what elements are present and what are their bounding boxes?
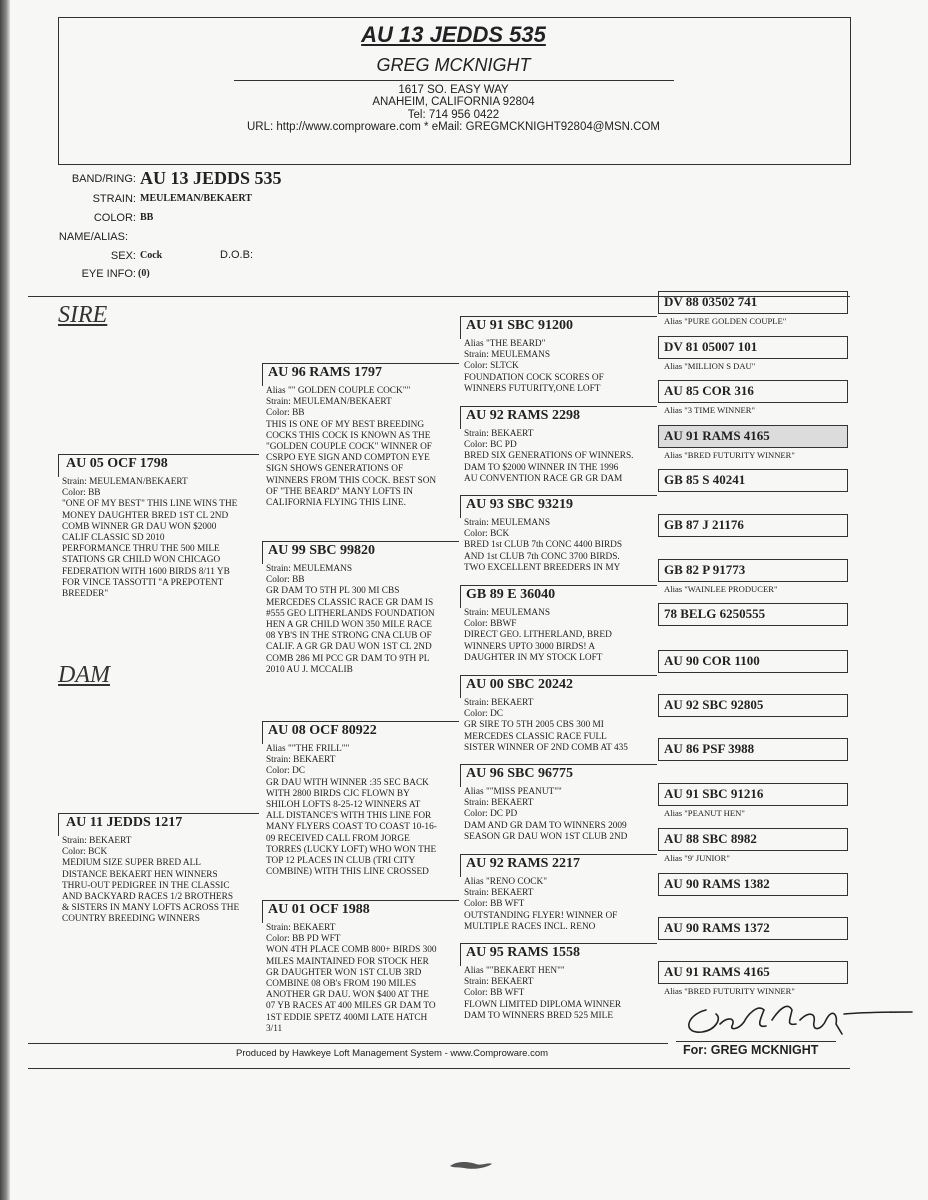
gen3-detail-line: OUTSTANDING FLYER! WINNER OF xyxy=(464,910,618,921)
gen2-detail-line: COCKS THIS COCK IS KNOWN AS THE xyxy=(266,430,431,441)
gen2-detail-line: Alias "" GOLDEN COUPLE COCK"" xyxy=(266,386,411,396)
scan-smudge xyxy=(448,1158,494,1172)
gen3-detail-line: Color: DC PD xyxy=(464,809,518,820)
eye-info-value: (0) xyxy=(138,268,150,279)
gen2-detail-line: CALIF. A GR GR DAU WON 1ST CL 2ND xyxy=(266,642,432,653)
sire-detail-line: PERFORMANCE THRU THE 500 MILE xyxy=(62,544,220,555)
gen2-detail-line: THIS IS ONE OF MY BEST BREEDING xyxy=(266,419,425,430)
sire-detail-line: BREEDER" xyxy=(62,589,109,600)
gen3-detail-line: Strain: MEULEMANS xyxy=(464,518,550,528)
gen4-band-12: AU 91 SBC 91216 xyxy=(664,786,764,801)
gen4-alias-13: Alias "9' JUNIOR" xyxy=(664,853,730,863)
gen4-band-3: AU 85 COR 316 xyxy=(664,383,754,398)
gen4-band-5: GB 85 S 40241 xyxy=(664,472,746,487)
sex-value: Cock xyxy=(140,250,163,261)
gen2-detail-line: WON 4TH PLACE COMB 800+ BIRDS 300 xyxy=(266,945,437,956)
gen3-detail-line: DAUGHTER IN MY STOCK LOFT xyxy=(464,652,603,663)
dam-detail-line: THRU-OUT PEDIGREE IN THE CLASSIC xyxy=(62,880,230,891)
gen2-detail-line: SHILOH LOFTS 8-25-12 WINNERS AT xyxy=(266,800,421,811)
gen3-details-7 xyxy=(464,877,658,933)
gen3-band-7: AU 92 RAMS 2217 xyxy=(466,856,580,871)
gen3-band-6: AU 96 SBC 96775 xyxy=(466,766,573,781)
gen2-detail-line: Strain: BEKAERT xyxy=(266,755,336,766)
gen2-detail-line: OF "THE BEARD" MANY LOFTS IN xyxy=(266,486,413,497)
gen3-detail-line: Alias "RENO COCK" xyxy=(464,877,548,887)
gen2-detail-line: MANY FLYERS COAST TO COAST 10-16- xyxy=(266,822,437,833)
gen2-details-4 xyxy=(266,923,462,1035)
gen3-band-2: AU 92 RAMS 2298 xyxy=(466,408,580,423)
strain-label: STRAIN: xyxy=(92,193,136,205)
dam-detail-line: Color: BCK xyxy=(62,847,108,858)
gen4-band-4: AU 91 RAMS 4165 xyxy=(664,428,770,443)
gen2-band-4: AU 01 OCF 1988 xyxy=(268,902,370,917)
header-rule xyxy=(234,80,674,81)
gen3-detail-line: BRED 1st CLUB 7th CONC 4400 BIRDS xyxy=(464,540,623,551)
gen4-band-14: AU 90 RAMS 1382 xyxy=(664,876,770,891)
sire-detail-line: Strain: MEULEMAN/BEKAERT xyxy=(62,477,188,487)
header-address-line1: 1617 SO. EASY WAY xyxy=(398,84,509,96)
sire-band: AU 05 OCF 1798 xyxy=(66,456,168,471)
gen2-detail-line: HEN A GR CHILD WON 350 MILE RACE xyxy=(266,620,432,631)
gen2-detail-line: TORRES (LUCKY LOFT) WHO WON THE xyxy=(266,844,437,855)
gen2-detail-line: ANOTHER GR DAU. WON $400 AT THE xyxy=(266,990,429,1001)
gen2-detail-line: Color: BB xyxy=(266,408,305,419)
gen3-band-3: AU 93 SBC 93219 xyxy=(466,497,573,512)
footer-produced-by: Produced by Hawkeye Loft Management System - www.Comproware.com xyxy=(236,1048,549,1059)
gen3-details-5 xyxy=(464,698,658,754)
gen3-detail-line: Alias ""BEKAERT HEN"" xyxy=(464,966,565,976)
sire-detail-line: CALIF CLASSIC SD 2010 xyxy=(62,533,165,544)
gen2-detail-line: Color: BB xyxy=(266,575,305,586)
gen4-band-15: AU 90 RAMS 1372 xyxy=(664,920,770,935)
gen3-detail-line: Strain: MEULEMANS xyxy=(464,608,550,618)
dam-detail-line: & SISTERS IN MANY LOFTS ACROSS THE xyxy=(62,903,240,914)
scan-edge-shadow xyxy=(0,0,10,1200)
sire-detail-line: FEDERATION WITH 1600 BIRDS 8/11 YB xyxy=(62,566,230,577)
gen4-band-16: AU 91 RAMS 4165 xyxy=(664,964,770,979)
gen3-details-4 xyxy=(464,608,658,664)
dam-band: AU 11 JEDDS 1217 xyxy=(66,815,183,830)
band-value: AU 13 JEDDS 535 xyxy=(140,168,282,188)
gen2-band-1: AU 96 RAMS 1797 xyxy=(268,365,382,380)
gen3-detail-line: DIRECT GEO. LITHERLAND, BRED xyxy=(464,630,612,641)
gen3-detail-line: Color: BB WFT xyxy=(464,988,525,999)
footer-rule-left xyxy=(28,1043,668,1044)
gen2-detail-line: Color: BB PD WFT xyxy=(266,934,341,945)
gen2-detail-line: "GOLDEN COUPLE COCK" WINNER OF xyxy=(266,442,432,453)
gen4-alias-3: Alias "3 TIME WINNER" xyxy=(664,405,755,415)
dam-detail-line: MEDIUM SIZE SUPER BRED ALL xyxy=(62,858,201,869)
gen3-detail-line: FLOWN LIMITED DIPLOMA WINNER xyxy=(464,999,622,1010)
gen3-detail-line: Strain: BEKAERT xyxy=(464,698,534,708)
gen4-alias-7: Alias "WAINLEE PRODUCER" xyxy=(664,584,778,594)
signature-rule xyxy=(676,1041,836,1042)
gen4-band-8: 78 BELG 6250555 xyxy=(664,606,766,621)
gen3-detail-line: WINNERS UPTO 3000 BIRDS! A xyxy=(464,641,596,652)
gen2-detail-line: Color: DC xyxy=(266,766,305,777)
sire-detail-line: STATIONS GR CHILD WON CHICAGO xyxy=(62,555,221,566)
gen2-detail-line: GR DAUGHTER WON 1ST CLUB 3RD xyxy=(266,967,422,978)
header-phone: Tel: 714 956 0422 xyxy=(407,109,500,121)
gen2-detail-line: 2010 AU J. MCCALIB xyxy=(266,664,353,675)
gen2-details-1 xyxy=(266,386,462,509)
color-label: COLOR: xyxy=(93,212,136,224)
gen3-detail-line: FOUNDATION COCK SCORES OF xyxy=(464,372,604,383)
gen3-detail-line: Color: SLTCK xyxy=(464,361,519,372)
gen3-detail-line: Color: BC PD xyxy=(464,440,517,451)
gen3-details-3 xyxy=(464,518,658,574)
strain-value: MEULEMAN/BEKAERT xyxy=(140,193,252,204)
band-label: BAND/RING: xyxy=(71,173,136,185)
gen4-alias-12: Alias "PEANUT HEN" xyxy=(664,808,745,818)
gen3-details-6 xyxy=(464,787,658,843)
gen2-detail-line: WINNERS FROM THIS COCK. BEST SON xyxy=(266,475,437,486)
gen2-detail-line: TOP 12 PLACES IN CLUB (TRI CITY xyxy=(266,856,416,867)
dam-section-title: DAM xyxy=(58,662,110,688)
gen2-detail-line: Strain: BEKAERT xyxy=(266,923,336,933)
gen2-detail-line: 08 YB'S IN THE STRONG CNA CLUB OF xyxy=(266,631,432,642)
gen3-detail-line: Color: DC xyxy=(464,709,503,720)
header-web-email: URL: http://www.comproware.com * eMail: GREGMCKNIGHT92804@MSN.COM xyxy=(247,121,660,133)
sire-detail-line: COMB WINNER GR DAU WON $2000 xyxy=(62,521,217,532)
header-address-line2: ANAHEIM, CALIFORNIA 92804 xyxy=(372,96,535,108)
gen3-detail-line: DAM TO WINNERS BRED 525 MILE xyxy=(464,1010,614,1021)
gen3-detail-line: Alias "THE BEARD" xyxy=(464,339,546,349)
gen3-detail-line: TWO EXCELLENT BREEDERS IN MY xyxy=(464,562,621,573)
gen4-band-11: AU 86 PSF 3988 xyxy=(664,741,755,756)
gen3-detail-line: Color: BBWF xyxy=(464,619,517,630)
gen4-band-1: DV 88 03502 741 xyxy=(664,294,758,309)
gen4-band-13: AU 88 SBC 8982 xyxy=(664,831,757,846)
gen2-detail-line: CSRPO EYE SIGN AND COMPTON EYE xyxy=(266,453,430,464)
gen2-band-2: AU 99 SBC 99820 xyxy=(268,543,375,558)
gen2-detail-line: 3/11 xyxy=(266,1023,283,1034)
gen3-detail-line: Strain: BEKAERT xyxy=(464,429,534,439)
gen2-band-3: AU 08 OCF 80922 xyxy=(268,723,377,738)
gen3-detail-line: GR SIRE TO 5TH 2005 CBS 300 MI xyxy=(464,720,604,731)
gen2-detail-line: CALIFORNIA FLYING THIS LINE. xyxy=(266,498,406,509)
dam-detail-line: Strain: BEKAERT xyxy=(62,836,132,846)
gen3-detail-line: SEASON GR DAU WON 1ST CLUB 2ND xyxy=(464,831,628,842)
gen2-detail-line: 07 YB RACES AT 400 MILES GR DAM TO xyxy=(266,1001,436,1012)
gen3-details-2 xyxy=(464,429,658,485)
gen2-detail-line: 1ST EDDIE SPETZ 400MI LATE HATCH xyxy=(266,1012,428,1023)
gen3-detail-line: Alias ""MISS PEANUT"" xyxy=(464,787,562,797)
sire-section-title: SIRE xyxy=(58,302,108,328)
gen4-band-9: AU 90 COR 1100 xyxy=(664,653,760,668)
gen3-detail-line: Color: BCK xyxy=(464,529,510,540)
gen2-detail-line: MILES MAINTAINED FOR STOCK HER xyxy=(266,956,429,967)
gen2-detail-line: #555 GEO LITHERLANDS FOUNDATION xyxy=(266,608,435,619)
gen3-detail-line: Strain: BEKAERT xyxy=(464,977,534,988)
sire-detail-line: FOR VINCE TASSOTTI "A PREPOTENT xyxy=(62,577,224,588)
gen2-detail-line: GR DAM TO 5TH PL 300 MI CBS xyxy=(266,586,400,597)
gen2-detail-line: COMBINE 08 OB's FROM 190 MILES xyxy=(266,979,417,990)
gen2-detail-line: WITH 2800 BIRDS CJC FLOWN BY xyxy=(266,788,410,799)
footer-for-owner: For: GREG MCKNIGHT xyxy=(683,1043,819,1057)
gen4-band-6: GB 87 J 21176 xyxy=(664,517,744,532)
gen3-detail-line: AU CONVENTION RACE GR GR DAM xyxy=(464,473,623,484)
gen4-band-7: GB 82 P 91773 xyxy=(664,562,746,577)
gen2-detail-line: Alias ""THE FRILL"" xyxy=(266,744,350,754)
name-alias-label: NAME/ALIAS: xyxy=(58,231,128,243)
gen2-detail-line: SIGN SHOWS GENERATIONS OF xyxy=(266,464,404,475)
dam-detail-line: AND BACKYARD RACES 1/2 BROTHERS xyxy=(62,892,233,903)
sex-label: SEX: xyxy=(110,250,136,262)
owner-signature xyxy=(676,990,916,1042)
gen3-band-1: AU 91 SBC 91200 xyxy=(466,318,573,333)
gen3-detail-line: MULTIPLE RACES INCL. RENO xyxy=(464,921,596,932)
gen3-details-1 xyxy=(464,339,658,395)
gen2-detail-line: 09 RECEIVED CALL FROM JORGE xyxy=(266,833,410,844)
gen4-band-10: AU 92 SBC 92805 xyxy=(664,697,764,712)
dam-details xyxy=(62,836,262,926)
gen2-details-2 xyxy=(266,564,462,676)
gen2-details-3 xyxy=(266,744,462,878)
gen3-detail-line: DAM TO $2000 WINNER IN THE 1996 xyxy=(464,462,619,473)
gen3-detail-line: Strain: BEKAERT xyxy=(464,798,534,809)
gen3-detail-line: MERCEDES CLASSIC RACE FULL xyxy=(464,731,607,742)
gen3-detail-line: BRED SIX GENERATIONS OF WINNERS. xyxy=(464,451,634,462)
dob-label: D.O.B: xyxy=(220,249,254,261)
gen3-detail-line: WINNERS FUTURITY,ONE LOFT xyxy=(464,383,601,394)
gen3-band-4: GB 89 E 36040 xyxy=(466,587,556,602)
gen2-detail-line: GR DAU WITH WINNER :35 SEC BACK xyxy=(266,777,429,788)
sire-detail-line: MONEY DAUGHTER BRED 1ST CL 2ND xyxy=(62,510,229,521)
gen3-band-8: AU 95 RAMS 1558 xyxy=(466,945,580,960)
gen2-detail-line: COMBINE) WITH THIS LINE CROSSED xyxy=(266,867,429,878)
gen3-details-8 xyxy=(464,966,658,1022)
dam-detail-line: DISTANCE BEKAERT HEN WINNERS xyxy=(62,869,218,880)
sire-details xyxy=(62,477,262,600)
gen3-detail-line: Strain: MEULEMANS xyxy=(464,350,550,361)
gen3-detail-line: Color: BB WFT xyxy=(464,899,525,910)
header-band-title: AU 13 JEDDS 535 xyxy=(361,22,546,47)
gen2-detail-line: Strain: MEULEMAN/BEKAERT xyxy=(266,397,392,408)
gen2-detail-line: COMB 286 MI PCC GR DAM TO 9TH PL xyxy=(266,653,430,664)
eye-info-label: EYE INFO: xyxy=(81,268,136,280)
gen3-detail-line: DAM AND GR DAM TO WINNERS 2009 xyxy=(464,820,627,831)
gen3-detail-line: SISTER WINNER OF 2ND COMB AT 435 xyxy=(464,742,628,753)
gen4-alias-16: Alias "BRED FUTURITY WINNER" xyxy=(664,986,795,996)
gen2-detail-line: MERCEDES CLASSIC RACE GR DAM IS xyxy=(266,597,434,608)
color-value: BB xyxy=(140,212,154,223)
gen3-detail-line: AND 1st CLUB 7th CONC 3700 BIRDS. xyxy=(464,551,620,562)
sire-detail-line: "ONE OF MY BEST" THIS LINE WINS THE xyxy=(62,499,238,510)
gen3-band-5: AU 00 SBC 20242 xyxy=(466,677,573,692)
gen4-alias-2: Alias "MILLION S DAU" xyxy=(664,361,756,371)
gen2-detail-line: ALL DISTANCE'S WITH THIS LINE FOR xyxy=(266,811,432,822)
footer-bottom-rule xyxy=(28,1068,850,1069)
sire-detail-line: Color: BB xyxy=(62,488,101,499)
dam-detail-line: COUNTRY BREEDING WINNERS xyxy=(62,914,200,925)
gen4-alias-4: Alias "BRED FUTURITY WINNER" xyxy=(664,450,795,460)
gen3-detail-line: Strain: BEKAERT xyxy=(464,888,534,899)
gen4-alias-1: Alias "PURE GOLDEN COUPLE" xyxy=(664,316,787,326)
gen2-detail-line: Strain: MEULEMANS xyxy=(266,564,352,574)
header-owner-name: GREG MCKNIGHT xyxy=(376,55,531,75)
gen4-band-2: DV 81 05007 101 xyxy=(664,339,758,354)
